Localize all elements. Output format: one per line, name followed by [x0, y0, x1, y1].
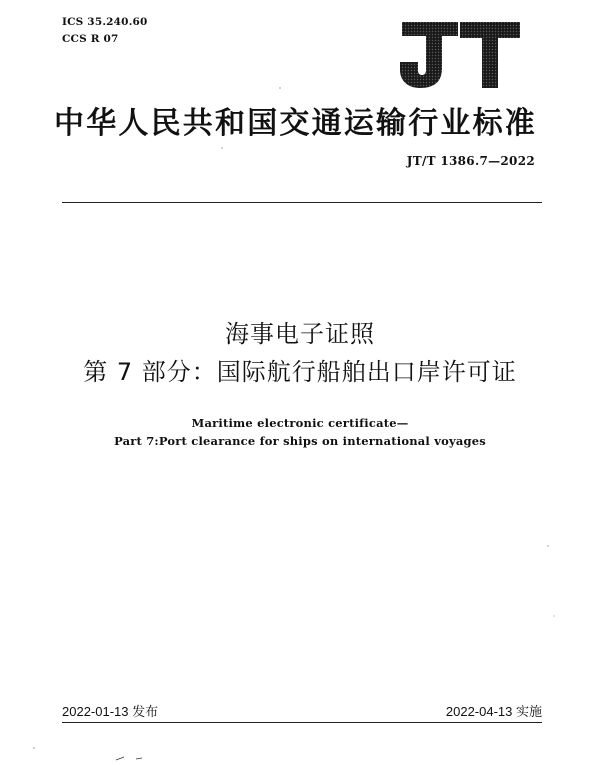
- jt-logo-graphic: [398, 18, 524, 90]
- ics-code: ICS 35.240.60: [62, 16, 148, 28]
- organization-standard-name: 中华人民共和国交通运输行业标准: [54, 106, 537, 141]
- implementation-date: 2022-04-13 实施: [445, 704, 542, 719]
- chinese-title-line-2: 第 7 部分：国际航行船舶出口岸许可证: [83, 358, 517, 386]
- header-divider: [62, 202, 542, 203]
- publish-date: 2022-01-13 发布: [62, 704, 159, 719]
- classification-codes: [62, 14, 148, 48]
- ccs-code: CCS R 07: [62, 33, 119, 45]
- jt-logo: [398, 18, 524, 90]
- chinese-title-line-1: 海事电子证照: [225, 320, 375, 348]
- standard-number: JT/T 1386.7—2022: [406, 154, 535, 168]
- footer-divider: [62, 722, 542, 723]
- english-title-line-2: Part 7:Port clearance for ships on international voyages: [114, 434, 486, 448]
- english-title-line-1: Maritime electronic certificate—: [191, 416, 409, 430]
